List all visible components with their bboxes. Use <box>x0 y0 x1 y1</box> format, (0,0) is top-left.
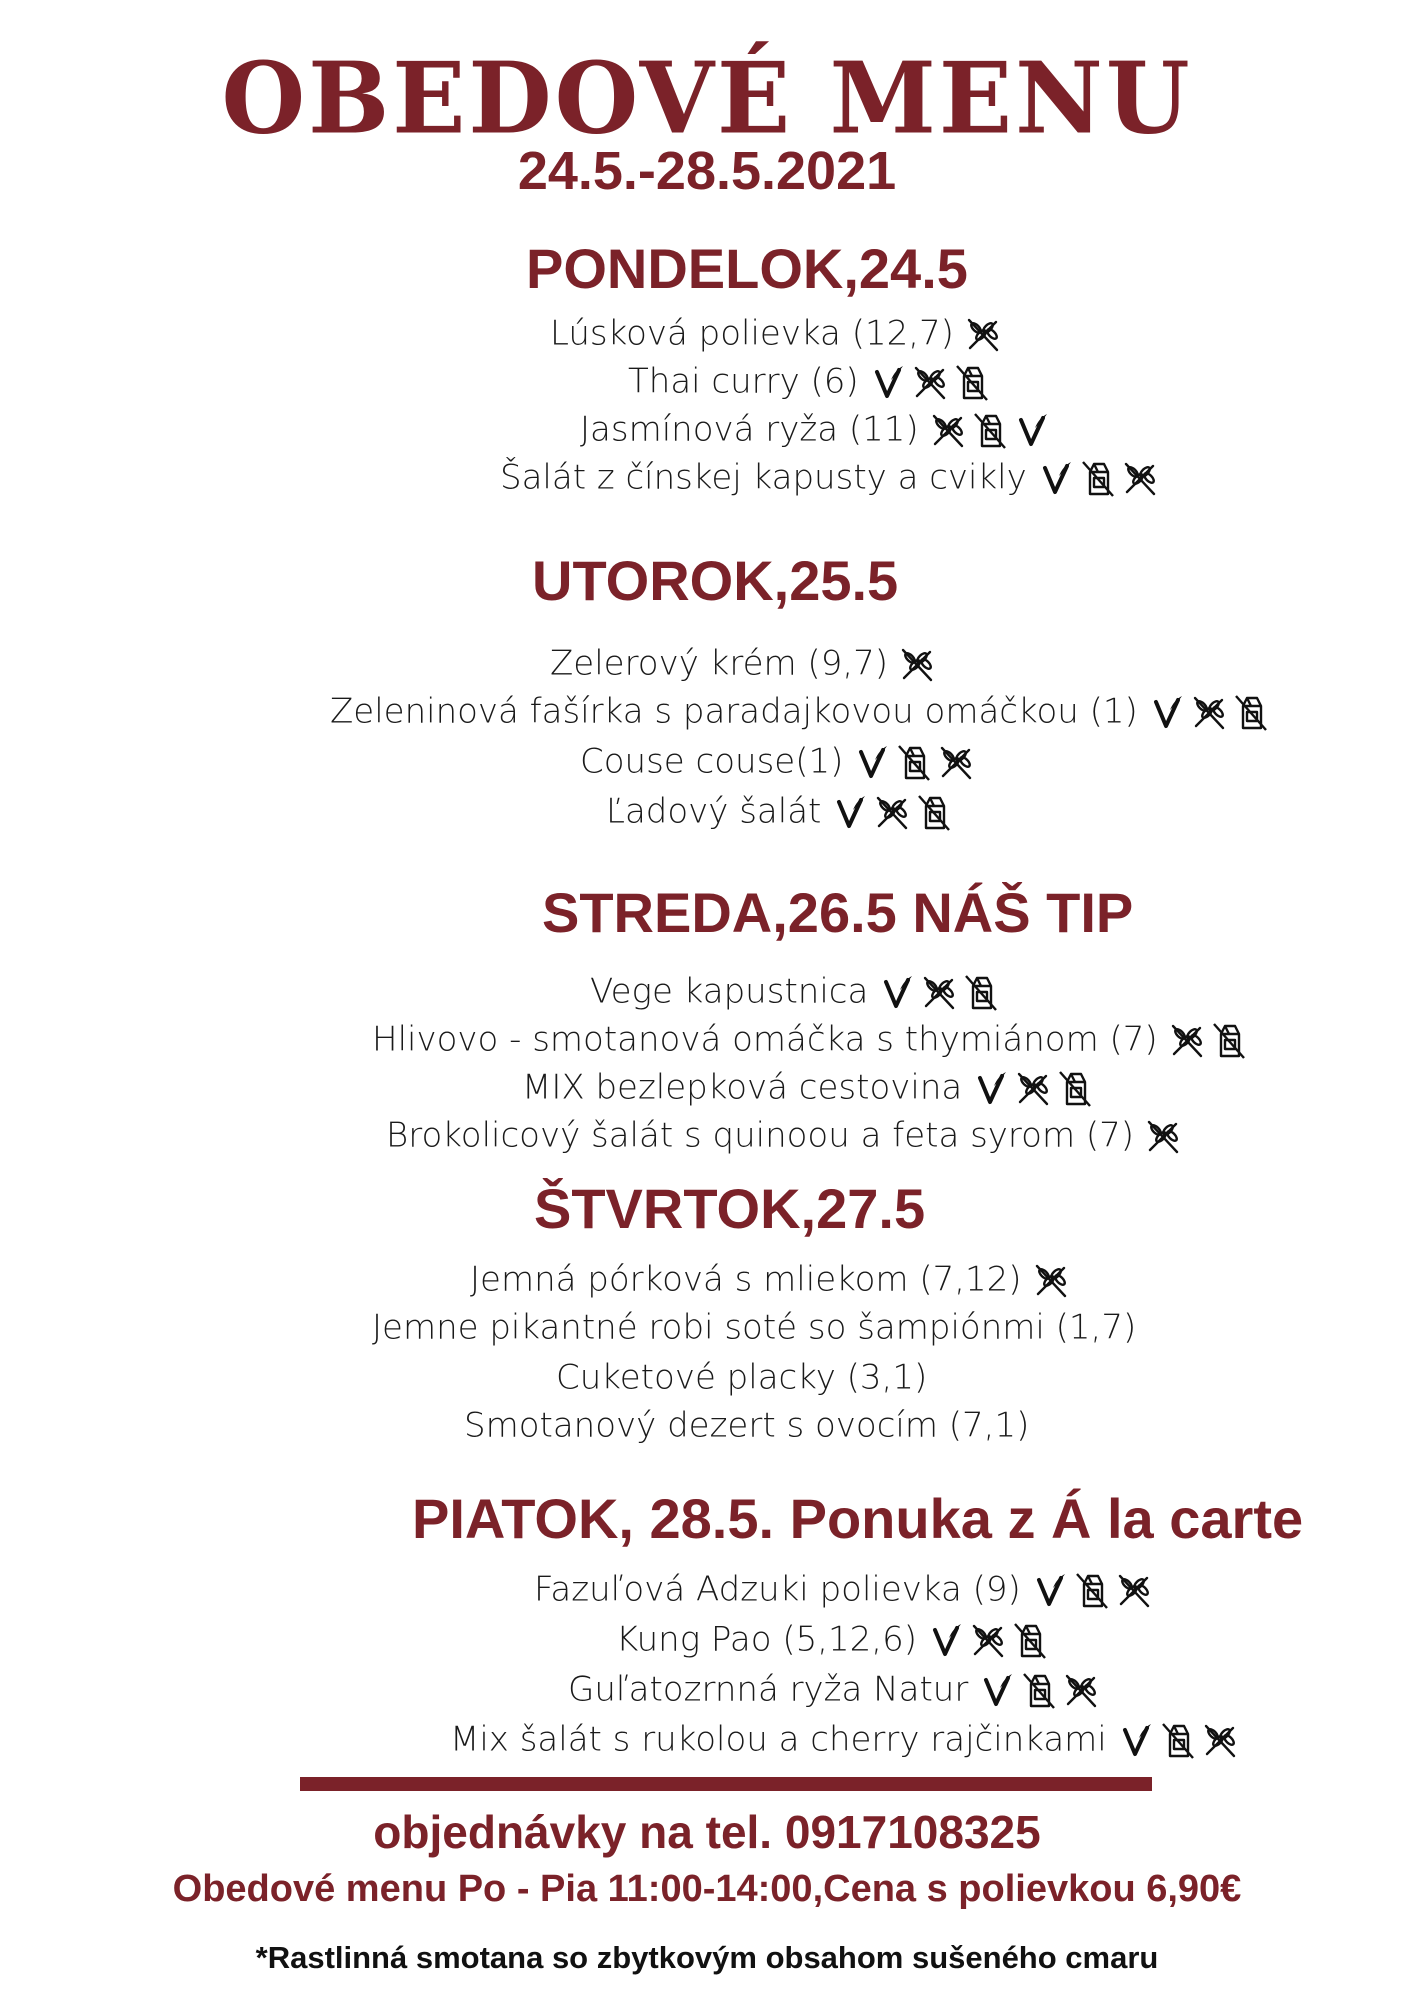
lactose-free-icon <box>953 362 991 402</box>
menu-item <box>386 1114 1182 1156</box>
lactose-free-icon <box>1159 1720 1197 1760</box>
vegan-icon <box>978 1670 1016 1710</box>
menu-item <box>568 1668 1100 1710</box>
gluten-free-icon <box>1190 692 1228 732</box>
order-phone: objednávky na tel. 0917108325 <box>373 1806 1041 1858</box>
menu-item-name: MIX bezlepková cestovina <box>522 1067 963 1108</box>
gluten-free-icon <box>1121 458 1159 498</box>
menu-item <box>534 1568 1153 1610</box>
day-heading-monday: PONDELOK,24.5 <box>526 237 968 300</box>
menu-item <box>372 1306 1142 1348</box>
vegan-icon <box>831 792 869 832</box>
menu-item-name: Brokolicový šalát s quinoou a feta syrom (7) <box>386 1115 1135 1156</box>
vegan-icon <box>927 1620 965 1660</box>
menu-item-name: Ľadový šalát <box>606 791 822 832</box>
menu-item-name: Jasmínová ryža (11) <box>580 409 919 450</box>
gluten-free-icon <box>911 362 949 402</box>
footer-divider <box>300 1777 1152 1791</box>
lactose-free-icon <box>1210 1020 1248 1060</box>
menu-item <box>580 740 975 782</box>
vegan-icon <box>1031 1570 1069 1610</box>
menu-item-name: Lúsková polievka (12,7) <box>550 313 954 354</box>
menu-title: OBEDOVÉ MENU <box>221 40 1193 157</box>
menu-item-name: Hlivovo - smotanová omáčka s thymiánom (7) <box>372 1019 1158 1060</box>
menu-item <box>616 1618 1049 1660</box>
menu-item-name: Kung Pao (5,12,6) <box>616 1619 918 1660</box>
vegan-icon <box>853 742 891 782</box>
vegan-icon <box>1037 458 1075 498</box>
vegan-icon <box>1117 1720 1155 1760</box>
footnote: *Rastlinná smotana so zbytkovým obsahom sušeného cmaru <box>255 1940 1159 1975</box>
menu-item <box>580 408 1051 450</box>
gluten-free-icon <box>1014 1068 1052 1108</box>
gluten-free-icon <box>929 410 967 450</box>
gluten-free-icon <box>969 1620 1007 1660</box>
menu-item <box>606 790 953 832</box>
gluten-free-icon <box>1115 1570 1153 1610</box>
gluten-free-icon <box>898 644 936 684</box>
gluten-free-icon <box>937 742 975 782</box>
menu-item-name: Šalát z čínskej kapusty a cvikly <box>500 457 1027 498</box>
menu-item <box>500 456 1159 498</box>
gluten-free-icon <box>1062 1670 1100 1710</box>
gluten-free-icon <box>1168 1020 1206 1060</box>
menu-item-name: Smotanový dezert s ovocím (7,1) <box>464 1405 1030 1446</box>
menu-item-name: Zelerový krém (9,7) <box>550 643 889 684</box>
menu-item <box>590 970 1000 1012</box>
vegan-icon <box>869 362 907 402</box>
vegan-icon <box>1013 410 1051 450</box>
gluten-free-icon <box>964 314 1002 354</box>
day-heading-thursday: ŠTVRTOK,27.5 <box>534 1177 926 1240</box>
vegan-icon <box>1148 692 1186 732</box>
menu-item <box>550 312 1002 354</box>
gluten-free-icon <box>1032 1260 1070 1300</box>
menu-item-name: Jemne pikantné robi soté so šampiónmi (1,7) <box>372 1307 1137 1348</box>
lactose-free-icon <box>971 410 1009 450</box>
gluten-free-icon <box>1201 1720 1239 1760</box>
lactose-free-icon <box>1020 1670 1058 1710</box>
menu-hours-price: Obedové menu Po - Pia 11:00-14:00,Cena s polievkou 6,90€ <box>172 1868 1242 1910</box>
lactose-free-icon <box>895 742 933 782</box>
day-heading-wednesday: STREDA,26.5 NÁŠ TIP <box>542 881 1134 944</box>
lactose-free-icon <box>1056 1068 1094 1108</box>
vegan-icon <box>878 972 916 1012</box>
menu-item-name: Cuketové placky (3,1) <box>556 1357 928 1398</box>
day-heading-tuesday: UTOROK,25.5 <box>532 549 899 612</box>
menu-item <box>372 1018 1248 1060</box>
menu-item-name: Jemná pórková s mliekom (7,12) <box>470 1259 1022 1300</box>
gluten-free-icon <box>873 792 911 832</box>
lactose-free-icon <box>1073 1570 1111 1610</box>
menu-item <box>464 1404 1035 1446</box>
menu-item-name: Couse couse(1) <box>580 741 844 782</box>
menu-item <box>450 1718 1239 1760</box>
gluten-free-icon <box>920 972 958 1012</box>
menu-item-name: Guľatozrnná ryža Natur <box>568 1669 969 1710</box>
lactose-free-icon <box>1011 1620 1049 1660</box>
menu-item-name: Thai curry (6) <box>628 361 859 402</box>
menu-item <box>470 1258 1070 1300</box>
menu-date-range: 24.5.-28.5.2021 <box>517 141 897 201</box>
menu-item-name: Zeleninová fašírka s paradajkovou omáčkou (1) <box>330 691 1138 732</box>
lactose-free-icon <box>962 972 1000 1012</box>
menu-item-name: Fazuľová Adzuki polievka (9) <box>534 1569 1021 1610</box>
menu-item-name: Mix šalát s rukolou a cherry rajčinkami <box>450 1719 1107 1760</box>
menu-item <box>522 1066 1094 1108</box>
menu-item <box>330 690 1270 732</box>
vegan-icon <box>972 1068 1010 1108</box>
lactose-free-icon <box>1079 458 1117 498</box>
gluten-free-icon <box>1144 1116 1182 1156</box>
menu-item <box>550 642 936 684</box>
menu-item <box>556 1356 933 1398</box>
lactose-free-icon <box>915 792 953 832</box>
menu-item <box>628 360 991 402</box>
lactose-free-icon <box>1232 692 1270 732</box>
menu-item-name: Vege kapustnica <box>590 971 869 1012</box>
day-heading-friday: PIATOK, 28.5. Ponuka z Á la carte <box>412 1487 1304 1550</box>
